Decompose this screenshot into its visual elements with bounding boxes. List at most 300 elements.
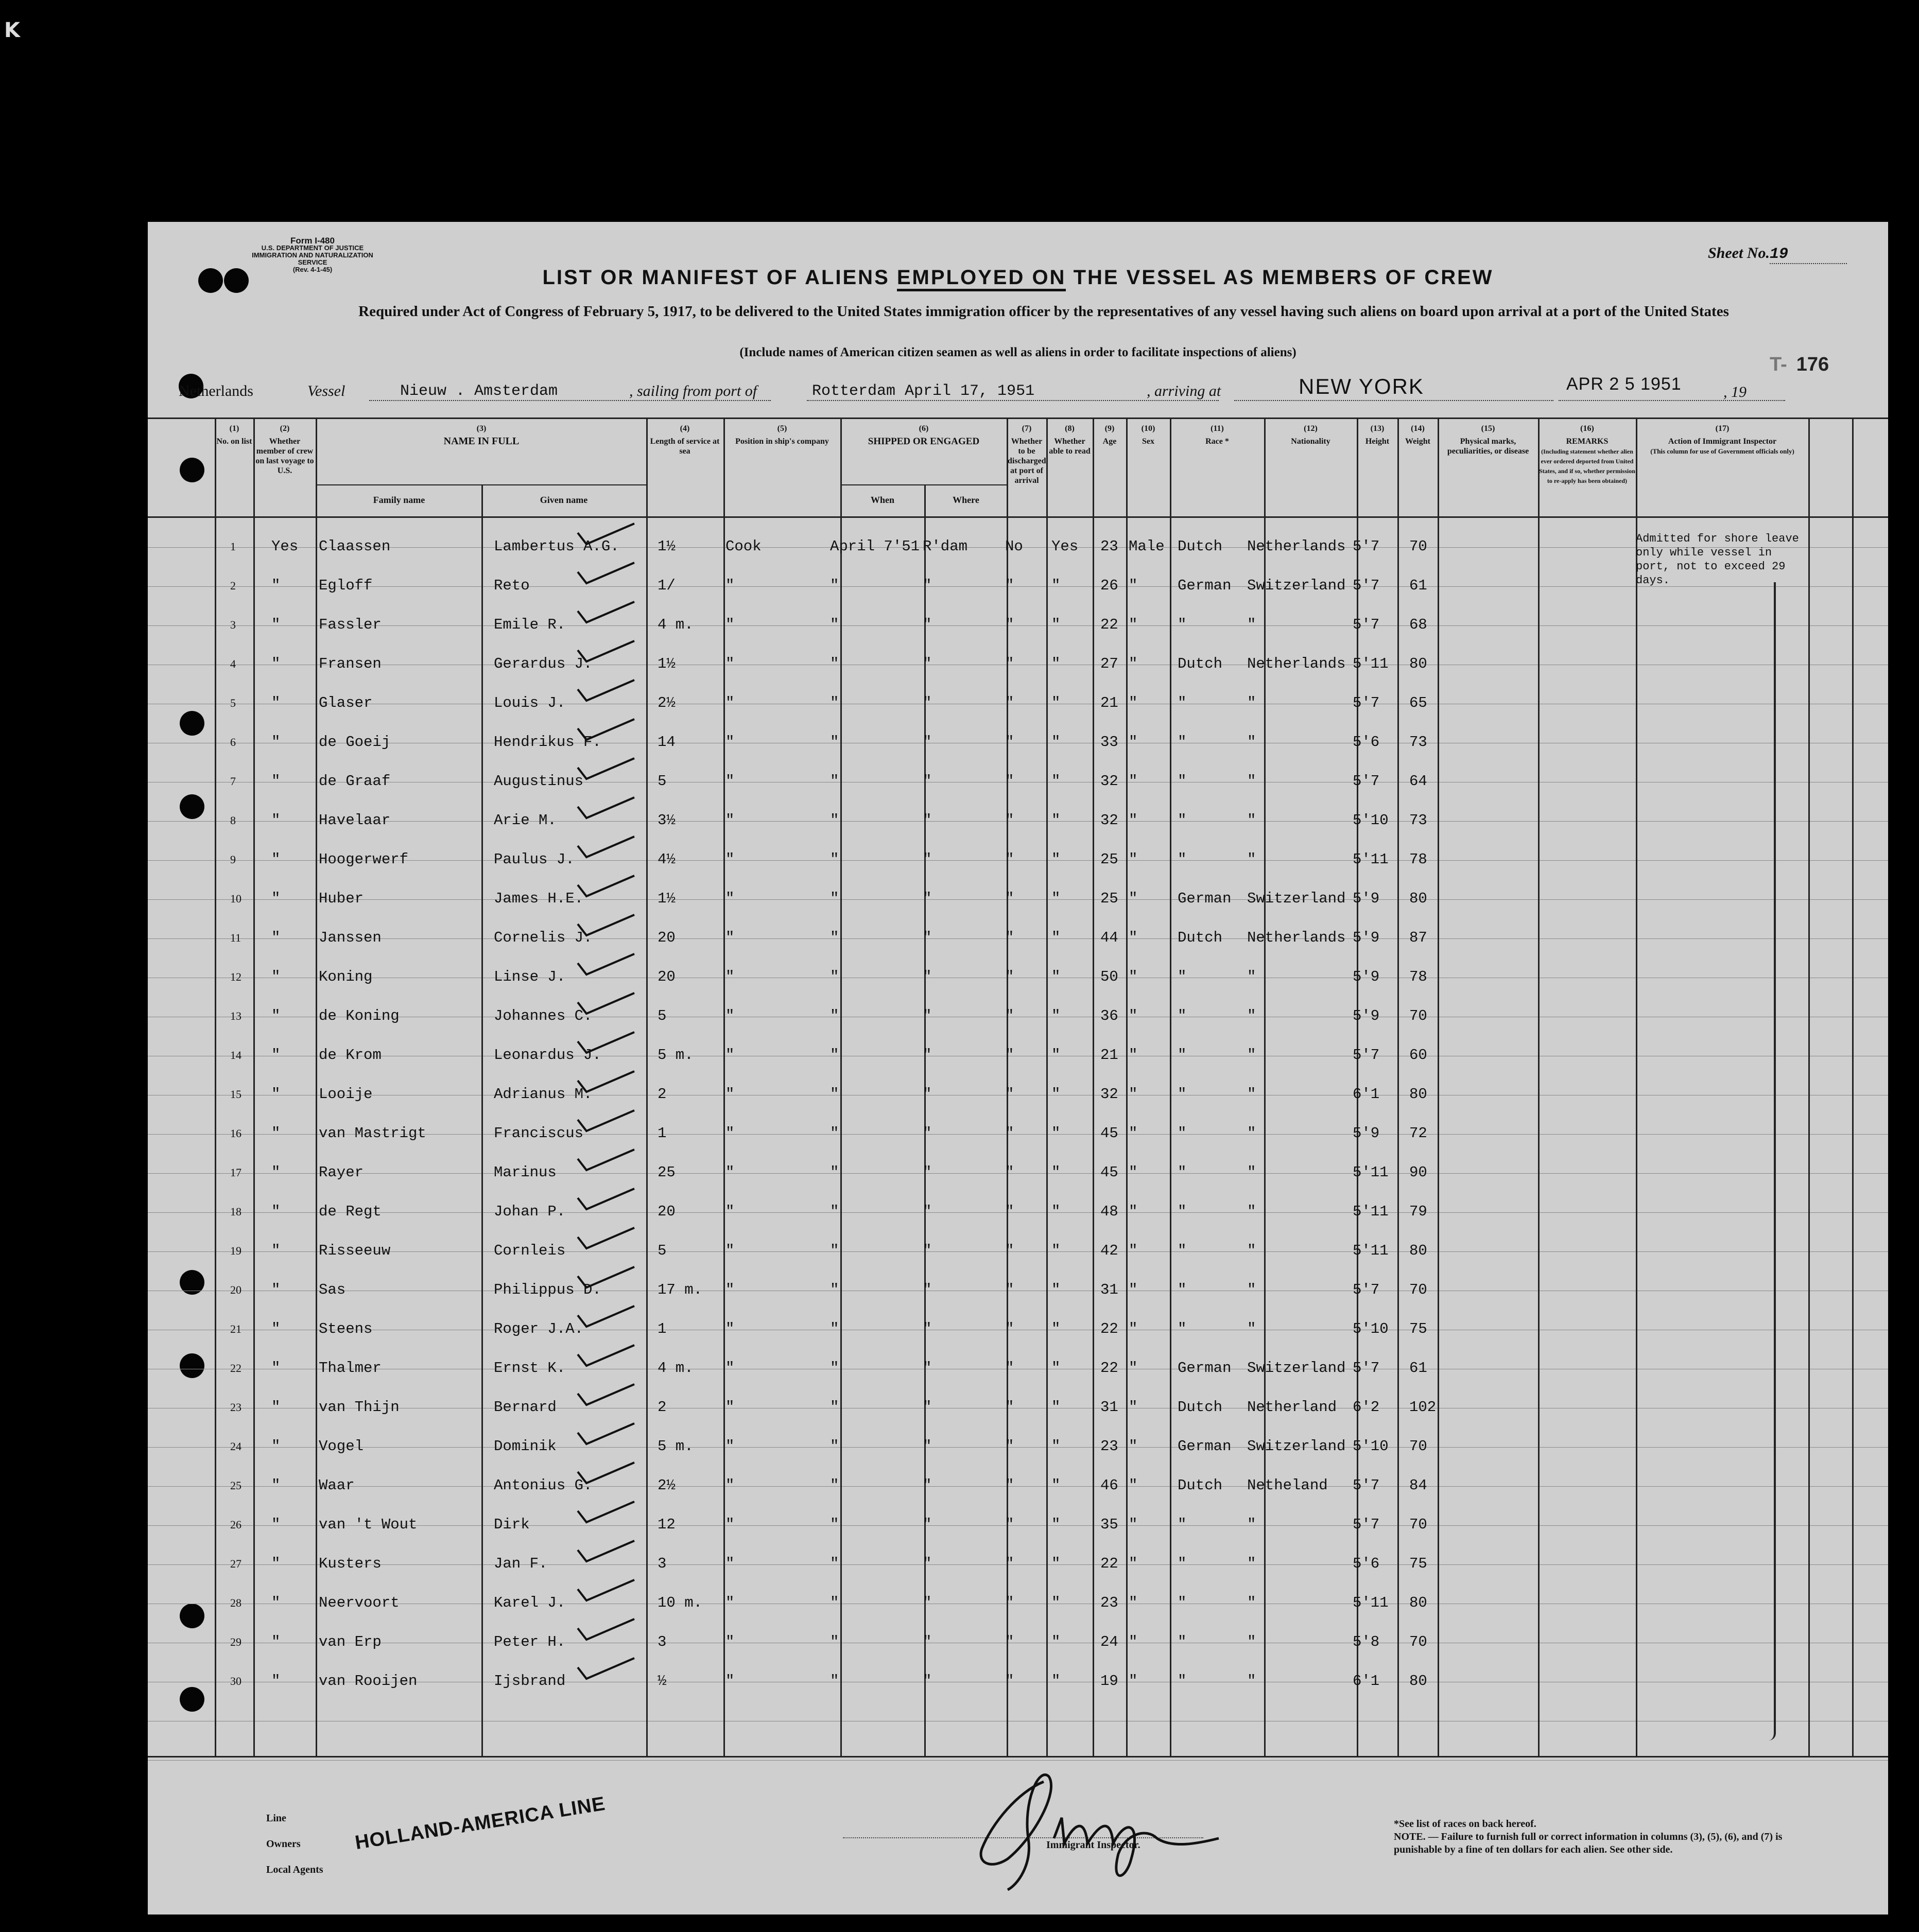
cell-no: 15 xyxy=(230,1088,241,1101)
cell-height: 5'10 xyxy=(1353,1438,1389,1455)
check-mark-icon xyxy=(575,1421,637,1447)
cell-age: 23 xyxy=(1100,1438,1118,1455)
cell-position: " xyxy=(725,1320,735,1337)
cell-last-voyage: " xyxy=(271,734,281,751)
header-where: Where xyxy=(953,495,979,505)
check-mark-icon xyxy=(575,1265,637,1291)
cell-weight: 73 xyxy=(1409,812,1427,829)
cell-race: " xyxy=(1178,851,1187,868)
cell-read: " xyxy=(1051,1633,1061,1650)
check-mark-icon xyxy=(575,1187,637,1212)
cell-given-name: Karel J. xyxy=(494,1594,566,1611)
cell-read: " xyxy=(1051,851,1061,868)
cell-given-name: Lambertus A.G. xyxy=(494,538,619,555)
agent-stamp: HOLLAND-AMERICA LINE xyxy=(353,1792,607,1854)
cell-read: " xyxy=(1051,1438,1061,1455)
cell-service: 2½ xyxy=(658,694,676,711)
cell-sex: " xyxy=(1129,968,1138,985)
cell-given-name: Cornleis xyxy=(494,1242,566,1259)
cell-where: " xyxy=(923,851,932,868)
cell-family-name: van Rooijen xyxy=(319,1673,418,1690)
cell-last-voyage: " xyxy=(271,1399,281,1416)
cell-nationality: Netheland xyxy=(1247,1477,1328,1494)
cell-nationality: " xyxy=(1247,1594,1256,1611)
cell-position: " xyxy=(725,1516,735,1533)
cell-height: 5'7 xyxy=(1353,1281,1380,1298)
cell-race: " xyxy=(1178,812,1187,829)
table-row xyxy=(148,1423,1888,1463)
cell-service: 1 xyxy=(658,1320,667,1337)
cell-sex: Male xyxy=(1129,538,1165,555)
cell-age: 31 xyxy=(1100,1281,1118,1298)
cell-read: " xyxy=(1051,1673,1061,1690)
cell-where: " xyxy=(923,1399,932,1416)
cell-no: 4 xyxy=(230,657,236,670)
cell-when: " xyxy=(830,655,839,672)
cell-when: " xyxy=(830,616,839,633)
cell-weight: 80 xyxy=(1409,1242,1427,1259)
cell-nationality: " xyxy=(1247,1007,1256,1024)
cell-no: 2 xyxy=(230,579,236,592)
cell-race: German xyxy=(1178,1438,1232,1455)
header-height: (13) Height xyxy=(1365,424,1390,446)
cell-no: 10 xyxy=(230,892,241,905)
cell-where: " xyxy=(923,773,932,790)
cell-read: " xyxy=(1051,890,1061,907)
manifest-sheet xyxy=(148,222,1888,1914)
cell-position: " xyxy=(725,1007,735,1024)
cell-nationality: Netherland xyxy=(1247,1399,1337,1416)
cell-given-name: Emile R. xyxy=(494,616,566,633)
cell-age: 32 xyxy=(1100,812,1118,829)
cell-nationality: " xyxy=(1247,694,1256,711)
cell-no: 30 xyxy=(230,1675,241,1687)
cell-service: 5 m. xyxy=(658,1047,694,1064)
cell-weight: 68 xyxy=(1409,616,1427,633)
cell-family-name: Vogel xyxy=(319,1438,364,1455)
cell-sex: " xyxy=(1129,773,1138,790)
cell-age: 21 xyxy=(1100,1047,1118,1064)
cell-nationality: Netherlands xyxy=(1247,929,1346,946)
sheet-number xyxy=(1708,245,1847,264)
cell-weight: 70 xyxy=(1409,1516,1427,1533)
cell-nationality: " xyxy=(1247,1242,1256,1259)
cell-service: 14 xyxy=(658,734,676,751)
cell-last-voyage: " xyxy=(271,890,281,907)
cell-sex: " xyxy=(1129,929,1138,946)
cell-discharged: " xyxy=(1005,1047,1014,1064)
cell-discharged: " xyxy=(1005,1007,1014,1024)
arrival-date-stamp: APR 2 5 1951 xyxy=(1566,374,1682,394)
table-row xyxy=(148,563,1888,602)
cell-read: " xyxy=(1051,1281,1061,1298)
cell-service: 4½ xyxy=(658,851,676,868)
cell-given-name: Marinus xyxy=(494,1164,557,1181)
cell-read: " xyxy=(1051,929,1061,946)
cell-race: German xyxy=(1178,890,1232,907)
cell-age: 46 xyxy=(1100,1477,1118,1494)
cell-age: 22 xyxy=(1100,616,1118,633)
table-row xyxy=(148,1189,1888,1228)
cell-height: 5'7 xyxy=(1353,538,1380,555)
cell-discharged: " xyxy=(1005,1203,1014,1220)
owners-label: Owners xyxy=(266,1838,301,1850)
cell-position: " xyxy=(725,1438,735,1455)
cell-read: " xyxy=(1051,1203,1061,1220)
cell-no: 16 xyxy=(230,1127,241,1140)
cell-last-voyage: " xyxy=(271,1360,281,1377)
cell-when: " xyxy=(830,890,839,907)
cell-family-name: Rayer xyxy=(319,1164,364,1181)
cell-age: 33 xyxy=(1100,734,1118,751)
cell-position: " xyxy=(725,1281,735,1298)
cell-discharged: " xyxy=(1005,1555,1014,1572)
cell-age: 22 xyxy=(1100,1360,1118,1377)
cell-race: " xyxy=(1178,694,1187,711)
cell-position: " xyxy=(725,812,735,829)
table-row xyxy=(148,1502,1888,1541)
cell-family-name: Fassler xyxy=(319,616,382,633)
check-mark-icon xyxy=(575,1030,637,1056)
cell-no: 21 xyxy=(230,1322,241,1335)
cell-race: " xyxy=(1178,1633,1187,1650)
cell-age: 26 xyxy=(1100,577,1118,594)
cell-family-name: de Graaf xyxy=(319,773,391,790)
cell-where: " xyxy=(923,577,932,594)
check-mark-icon xyxy=(575,991,637,1017)
cell-nationality: " xyxy=(1247,968,1256,985)
cell-last-voyage: " xyxy=(271,1007,281,1024)
note-races: *See list of races on back hereof. xyxy=(1394,1818,1536,1830)
cell-where: " xyxy=(923,655,932,672)
cell-family-name: Thalmer xyxy=(319,1360,382,1377)
cell-no: 1 xyxy=(230,540,236,553)
check-mark-icon xyxy=(575,1304,637,1330)
cell-when: " xyxy=(830,1125,839,1142)
cell-nationality: Switzerland xyxy=(1247,1360,1346,1377)
cell-weight: 61 xyxy=(1409,577,1427,594)
cell-sex: " xyxy=(1129,1594,1138,1611)
check-mark-icon xyxy=(575,678,637,704)
cell-given-name: Antonius G. xyxy=(494,1477,593,1494)
cell-race: German xyxy=(1178,1360,1232,1377)
check-mark-icon xyxy=(575,717,637,743)
cell-age: 36 xyxy=(1100,1007,1118,1024)
cell-age: 22 xyxy=(1100,1555,1118,1572)
cell-last-voyage: " xyxy=(271,1203,281,1220)
cell-read: " xyxy=(1051,1007,1061,1024)
cell-position: " xyxy=(725,1360,735,1377)
cell-where: R'dam xyxy=(923,538,968,555)
cell-sex: " xyxy=(1129,1633,1138,1650)
cell-given-name: Reto xyxy=(494,577,530,594)
cell-given-name: Roger J.A. xyxy=(494,1320,584,1337)
header-name: (3) NAME IN FULL xyxy=(443,424,520,447)
cell-nationality: Switzerland xyxy=(1247,577,1346,594)
cell-family-name: Egloff xyxy=(319,577,373,594)
sailing-label: , sailing from port of xyxy=(629,382,757,399)
cell-read: " xyxy=(1051,577,1061,594)
cell-height: 5'11 xyxy=(1353,1164,1389,1181)
cell-last-voyage: " xyxy=(271,1555,281,1572)
cell-height: 5'11 xyxy=(1353,1594,1389,1611)
cell-when: " xyxy=(830,734,839,751)
cell-service: 1/ xyxy=(658,577,676,594)
cell-weight: 70 xyxy=(1409,538,1427,555)
cell-race: Dutch xyxy=(1178,538,1223,555)
cell-weight: 80 xyxy=(1409,1673,1427,1690)
title-part: LIST OR MANIFEST OF ALIENS xyxy=(542,266,897,289)
cell-sex: " xyxy=(1129,577,1138,594)
cell-height: 5'9 xyxy=(1353,1007,1380,1024)
line-label: Line xyxy=(266,1813,286,1824)
cell-discharged: No xyxy=(1005,538,1023,555)
cell-read: " xyxy=(1051,1594,1061,1611)
cell-height: 6'2 xyxy=(1353,1399,1380,1416)
cell-discharged: " xyxy=(1005,1399,1014,1416)
cell-age: 45 xyxy=(1100,1125,1118,1142)
cell-age: 45 xyxy=(1100,1164,1118,1181)
cell-read: " xyxy=(1051,968,1061,985)
cell-position: " xyxy=(725,694,735,711)
cell-when: " xyxy=(830,968,839,985)
table-row xyxy=(148,680,1888,719)
races-note xyxy=(1394,1818,1806,1856)
cell-service: 4 m. xyxy=(658,616,694,633)
cell-no: 12 xyxy=(230,970,241,983)
cell-race: " xyxy=(1178,1673,1187,1690)
cell-read: " xyxy=(1051,1164,1061,1181)
cell-when: " xyxy=(830,1320,839,1337)
year-label: , 19 xyxy=(1723,384,1747,401)
cell-position: " xyxy=(725,1164,735,1181)
header-race: (11) Race * xyxy=(1205,424,1229,446)
cell-given-name: Gerardus J. xyxy=(494,655,593,672)
cell-discharged: " xyxy=(1005,1242,1014,1259)
cell-read: " xyxy=(1051,1516,1061,1533)
cell-where: " xyxy=(923,1242,932,1259)
cell-when: " xyxy=(830,1360,839,1377)
cell-discharged: " xyxy=(1005,851,1014,868)
cell-position: " xyxy=(725,1086,735,1103)
check-mark-icon xyxy=(575,1343,637,1369)
cell-when: " xyxy=(830,929,839,946)
cell-when: " xyxy=(830,1164,839,1181)
cell-height: 5'7 xyxy=(1353,1047,1380,1064)
check-mark-icon xyxy=(575,1108,637,1134)
cell-discharged: " xyxy=(1005,694,1014,711)
cell-height: 5'7 xyxy=(1353,773,1380,790)
cell-race: Dutch xyxy=(1178,1477,1223,1494)
check-mark-icon xyxy=(575,952,637,978)
cell-no: 11 xyxy=(230,931,241,944)
table-row xyxy=(148,1110,1888,1150)
cell-given-name: Bernard xyxy=(494,1399,557,1416)
cell-last-voyage: " xyxy=(271,1320,281,1337)
check-mark-icon xyxy=(575,874,637,899)
cell-when: " xyxy=(830,1633,839,1650)
page-title xyxy=(148,266,1888,289)
cell-no: 18 xyxy=(230,1205,241,1218)
cell-service: 20 xyxy=(658,968,676,985)
sheet-number-value: 19 xyxy=(1770,246,1847,264)
cell-given-name: James H.E. xyxy=(494,890,584,907)
check-mark-icon xyxy=(575,1460,637,1486)
cell-when: " xyxy=(830,1594,839,1611)
cell-given-name: Arie M. xyxy=(494,812,557,829)
local-agents-label: Local Agents xyxy=(266,1864,323,1875)
cell-weight: 75 xyxy=(1409,1555,1427,1572)
corner-mark: K xyxy=(4,19,20,42)
cell-age: 24 xyxy=(1100,1633,1118,1650)
cell-age: 32 xyxy=(1100,1086,1118,1103)
check-mark-icon xyxy=(575,834,637,860)
cell-race: " xyxy=(1178,1242,1187,1259)
form-number: Form I-480 xyxy=(290,236,335,246)
cell-race: " xyxy=(1178,968,1187,985)
cell-no: 5 xyxy=(230,697,236,709)
check-mark-icon xyxy=(575,1069,637,1095)
cell-sex: " xyxy=(1129,1320,1138,1337)
cell-family-name: de Regt xyxy=(319,1203,382,1220)
cell-discharged: " xyxy=(1005,734,1014,751)
cell-position: " xyxy=(725,1399,735,1416)
stamp-number-value: 176 xyxy=(1796,354,1829,375)
table-row xyxy=(148,915,1888,954)
cell-position: " xyxy=(725,1047,735,1064)
cell-given-name: Philippus D. xyxy=(494,1281,601,1298)
cell-race: " xyxy=(1178,1164,1187,1181)
cell-where: " xyxy=(923,1125,932,1142)
cell-height: 5'11 xyxy=(1353,1203,1389,1220)
remarks-note: Admitted for shore leave only while vessel in port, not to exceed 29 days. xyxy=(1636,532,1799,587)
table-row xyxy=(148,1619,1888,1658)
cell-age: 35 xyxy=(1100,1516,1118,1533)
department: U.S. DEPARTMENT OF JUSTICE xyxy=(261,244,364,252)
check-mark-icon xyxy=(575,795,637,821)
cell-service: 1½ xyxy=(658,655,676,672)
cell-weight: 90 xyxy=(1409,1164,1427,1181)
cell-where: " xyxy=(923,1203,932,1220)
table-row xyxy=(148,1384,1888,1423)
cell-sex: " xyxy=(1129,812,1138,829)
cell-service: 1½ xyxy=(658,890,676,907)
cell-last-voyage: " xyxy=(271,1516,281,1533)
cell-family-name: de Goeij xyxy=(319,734,391,751)
cell-family-name: van Erp xyxy=(319,1633,382,1650)
check-mark-icon xyxy=(575,913,637,938)
cell-service: 4 m. xyxy=(658,1360,694,1377)
table-row xyxy=(148,1541,1888,1580)
cell-weight: 61 xyxy=(1409,1360,1427,1377)
cell-given-name: Johannes C. xyxy=(494,1007,593,1024)
cell-nationality: " xyxy=(1247,851,1256,868)
cell-read: " xyxy=(1051,1360,1061,1377)
cell-read: " xyxy=(1051,773,1061,790)
manifest-footer xyxy=(148,1756,1888,1914)
cell-service: 5 xyxy=(658,1007,667,1024)
cell-given-name: Hendrikus F. xyxy=(494,734,601,751)
header-family-name: Family name xyxy=(373,495,425,505)
inspector-label: Immigrant Inspector. xyxy=(1046,1839,1140,1851)
cell-race: " xyxy=(1178,1594,1187,1611)
cell-sex: " xyxy=(1129,1516,1138,1533)
cell-where: " xyxy=(923,1007,932,1024)
cell-discharged: " xyxy=(1005,1516,1014,1533)
note-fine: NOTE. — Failure to furnish full or correct information in columns (3), (5), (6), and (7) is punishable by a fine of ten dollars for each alien. See other side. xyxy=(1394,1831,1783,1855)
service: IMMIGRATION AND NATURALIZATION SERVICE xyxy=(252,251,373,266)
cell-when: " xyxy=(830,1242,839,1259)
cell-position: " xyxy=(725,968,735,985)
cell-given-name: Dirk xyxy=(494,1516,530,1533)
cell-weight: 70 xyxy=(1409,1281,1427,1298)
cell-family-name: de Koning xyxy=(319,1007,400,1024)
cell-service: 1½ xyxy=(658,538,676,555)
cell-race: " xyxy=(1178,1007,1187,1024)
header-discharged: (7) Whether to be discharged at port of arrival xyxy=(1008,424,1046,485)
cell-height: 5'7 xyxy=(1353,577,1380,594)
cell-given-name: Paulus J. xyxy=(494,851,575,868)
cell-service: 1 xyxy=(658,1125,667,1142)
check-mark-icon xyxy=(575,600,637,625)
cell-sex: " xyxy=(1129,616,1138,633)
cell-family-name: Janssen xyxy=(319,929,382,946)
table-row xyxy=(148,1071,1888,1110)
cell-age: 19 xyxy=(1100,1673,1118,1690)
cell-when: April 7'51 xyxy=(830,538,920,555)
cell-height: 5'10 xyxy=(1353,1320,1389,1337)
cell-where: " xyxy=(923,890,932,907)
cell-height: 5'9 xyxy=(1353,890,1380,907)
cell-age: 23 xyxy=(1100,538,1118,555)
cell-weight: 64 xyxy=(1409,773,1427,790)
cell-when: " xyxy=(830,694,839,711)
cell-read: " xyxy=(1051,1555,1061,1572)
vessel-nationality: Netherlands xyxy=(179,382,253,399)
departure-port-date: Rotterdam April 17, 1951 xyxy=(812,382,1035,400)
table-row xyxy=(148,1032,1888,1071)
cell-read: " xyxy=(1051,1477,1061,1494)
table-row xyxy=(148,876,1888,915)
cell-sex: " xyxy=(1129,655,1138,672)
cell-weight: 87 xyxy=(1409,929,1427,946)
cell-age: 23 xyxy=(1100,1594,1118,1611)
cell-nationality: " xyxy=(1247,1281,1256,1298)
check-mark-icon xyxy=(575,1147,637,1173)
cell-nationality: Switzerland xyxy=(1247,1438,1346,1455)
cell-family-name: Steens xyxy=(319,1320,373,1337)
cell-given-name: Franciscus xyxy=(494,1125,584,1142)
cell-age: 31 xyxy=(1100,1399,1118,1416)
cell-where: " xyxy=(923,1516,932,1533)
sheet-number-label: Sheet No. xyxy=(1708,245,1770,262)
cell-height: 5'6 xyxy=(1353,734,1380,751)
cell-where: " xyxy=(923,1086,932,1103)
remarks-bracket xyxy=(1769,582,1776,1740)
cell-weight: 80 xyxy=(1409,1086,1427,1103)
check-mark-icon xyxy=(575,1500,637,1525)
cell-no: 8 xyxy=(230,814,236,827)
cell-where: " xyxy=(923,694,932,711)
cell-weight: 75 xyxy=(1409,1320,1427,1337)
cell-discharged: " xyxy=(1005,1673,1014,1690)
cell-nationality: " xyxy=(1247,773,1256,790)
header-last-voyage: (2) Whether member of crew on last voyage to U.S. xyxy=(255,424,314,475)
cell-age: 21 xyxy=(1100,694,1118,711)
cell-service: 25 xyxy=(658,1164,676,1181)
cell-sex: " xyxy=(1129,1399,1138,1416)
cell-height: 5'6 xyxy=(1353,1555,1380,1572)
